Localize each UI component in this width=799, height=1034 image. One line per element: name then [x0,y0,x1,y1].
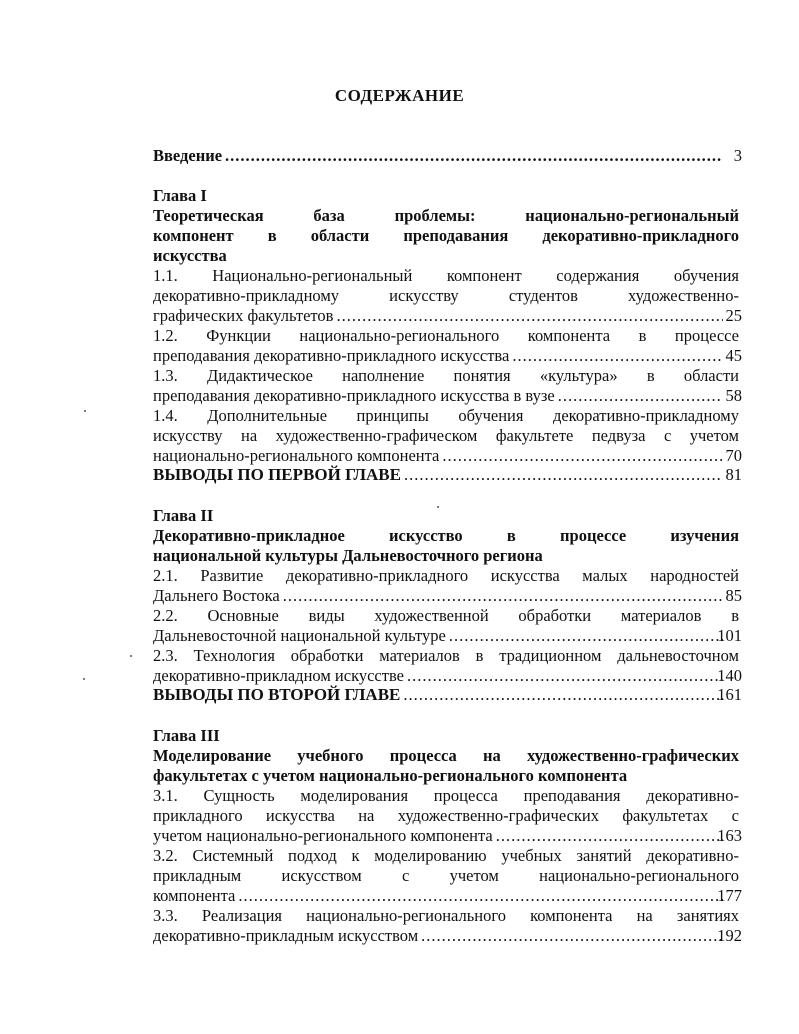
leader-dots [512,346,723,366]
toc-entry-line [153,386,739,406]
chapter-title-line: искусства [153,246,227,265]
entry-label: графических факультетов [153,306,334,325]
leader-dots [336,306,723,326]
page-number: 140 [717,666,742,685]
entry-label: Введение [153,146,223,165]
leader-dots [238,886,723,906]
chapter-title-line: факультетах с учетом национально-регионального компонента [153,766,628,785]
entry-label: декоративно-прикладном искусстве [153,666,404,685]
chapter-title-line: национальной культуры Дальневосточного региона [153,546,543,565]
leader-dots [496,826,723,846]
toc-entry-line: 3.2. Системный подход к моделированию учебных занятий декоративно- [153,846,739,865]
toc-entry-line: 1.2. Функции национально-регионального компонента в процессе [153,326,739,345]
page-number: 161 [717,685,742,704]
entry-label: компонента [153,886,236,905]
leader-dots [225,146,723,166]
scan-speck [83,678,85,680]
page-number: 81 [725,465,742,484]
entry-label: декоративно-прикладным искусством [153,926,419,945]
page-number: 101 [717,626,742,645]
scan-speck [437,506,439,508]
toc-entry-line: прикладного искусства на художественно-графических факультетах с [153,806,739,825]
toc-entry-line [153,926,739,946]
chapter-heading: Глава I [153,186,207,205]
toc-conclusion [153,465,739,485]
toc-entry-line [153,586,739,606]
toc-entry-line: 2.3. Технология обработки материалов в традиционном дальневосточном [153,646,739,665]
entry-label: ВЫВОДЫ ПО ПЕРВОЙ ГЛАВЕ [153,465,401,484]
entry-label: ВЫВОДЫ ПО ВТОРОЙ ГЛАВЕ [153,685,401,704]
toc-entry-line [153,886,739,906]
page-number: 192 [717,926,742,945]
toc-entry-intro [153,146,739,166]
toc-entry-line: 2.1. Развитие декоративно-прикладного искусства малых народностей [153,566,739,585]
toc-entry-line: прикладным искусством с учетом национально-регионального [153,866,739,885]
page-number: 70 [725,446,742,465]
toc-entry-line: 3.3. Реализация национально-регионального компонента на занятиях [153,906,739,925]
page-number: 163 [717,826,742,845]
entry-label: учетом национально-регионального компонента [153,826,493,845]
chapter-heading: Глава III [153,726,220,745]
page-number: 45 [725,346,742,365]
toc-entry-line [153,306,739,326]
leader-dots [404,465,723,485]
chapter-title-line: Моделирование учебного процесса на художественно-графических [153,746,739,765]
toc-entry-line [153,826,739,846]
entry-label: национально-регионального компонента [153,446,440,465]
entry-label: Дальнего Востока [153,586,280,605]
leader-dots [421,926,723,946]
scan-speck [84,410,86,412]
chapter-heading: Глава II [153,506,214,525]
toc-entry-line: 1.4. Дополнительные принципы обучения декоративно-прикладному [153,406,739,425]
toc-entry-line: искусству на художественно-графическом факультете педвуза с учетом [153,426,739,445]
toc-conclusion [153,685,739,705]
page-number: 85 [725,586,742,605]
page-number: 177 [717,886,742,905]
page-number: 58 [725,386,742,405]
entry-label: Дальневосточной национальной культуре [153,626,446,645]
toc-entry-line: 2.2. Основные виды художественной обработки материалов в [153,606,739,625]
leader-dots [442,446,723,466]
chapter-title-line: компонент в области преподавания декоративно-прикладного [153,226,739,245]
leader-dots [449,626,723,646]
toc-entry-line: 1.3. Дидактическое наполнение понятия «культура» в области [153,366,739,385]
toc-entry-line [153,666,739,686]
toc-entry-line [153,626,739,646]
leader-dots [403,685,723,705]
toc-entry-line: декоративно-прикладному искусству студентов художественно- [153,286,739,305]
page-number: 25 [725,306,742,325]
entry-label: преподавания декоративно-прикладного искусства [153,346,510,365]
toc-entry-line [153,346,739,366]
chapter-title-line: Декоративно-прикладное искусство в процессе изучения [153,526,739,545]
chapter-title-line: Теоретическая база проблемы: национально-региональный [153,206,739,225]
leader-dots [407,666,723,686]
leader-dots [283,586,723,606]
page-number: 3 [733,146,742,165]
toc-entry-line: 1.1. Национально-региональный компонент содержания обучения [153,266,739,285]
entry-label: преподавания декоративно-прикладного искусства в вузе [153,386,555,405]
page-title: СОДЕРЖАНИЕ [334,86,465,105]
toc-entry-line [153,446,739,466]
leader-dots [558,386,723,406]
toc-entry-line: 3.1. Сущность моделирования процесса преподавания декоративно- [153,786,739,805]
scan-speck [130,655,132,657]
